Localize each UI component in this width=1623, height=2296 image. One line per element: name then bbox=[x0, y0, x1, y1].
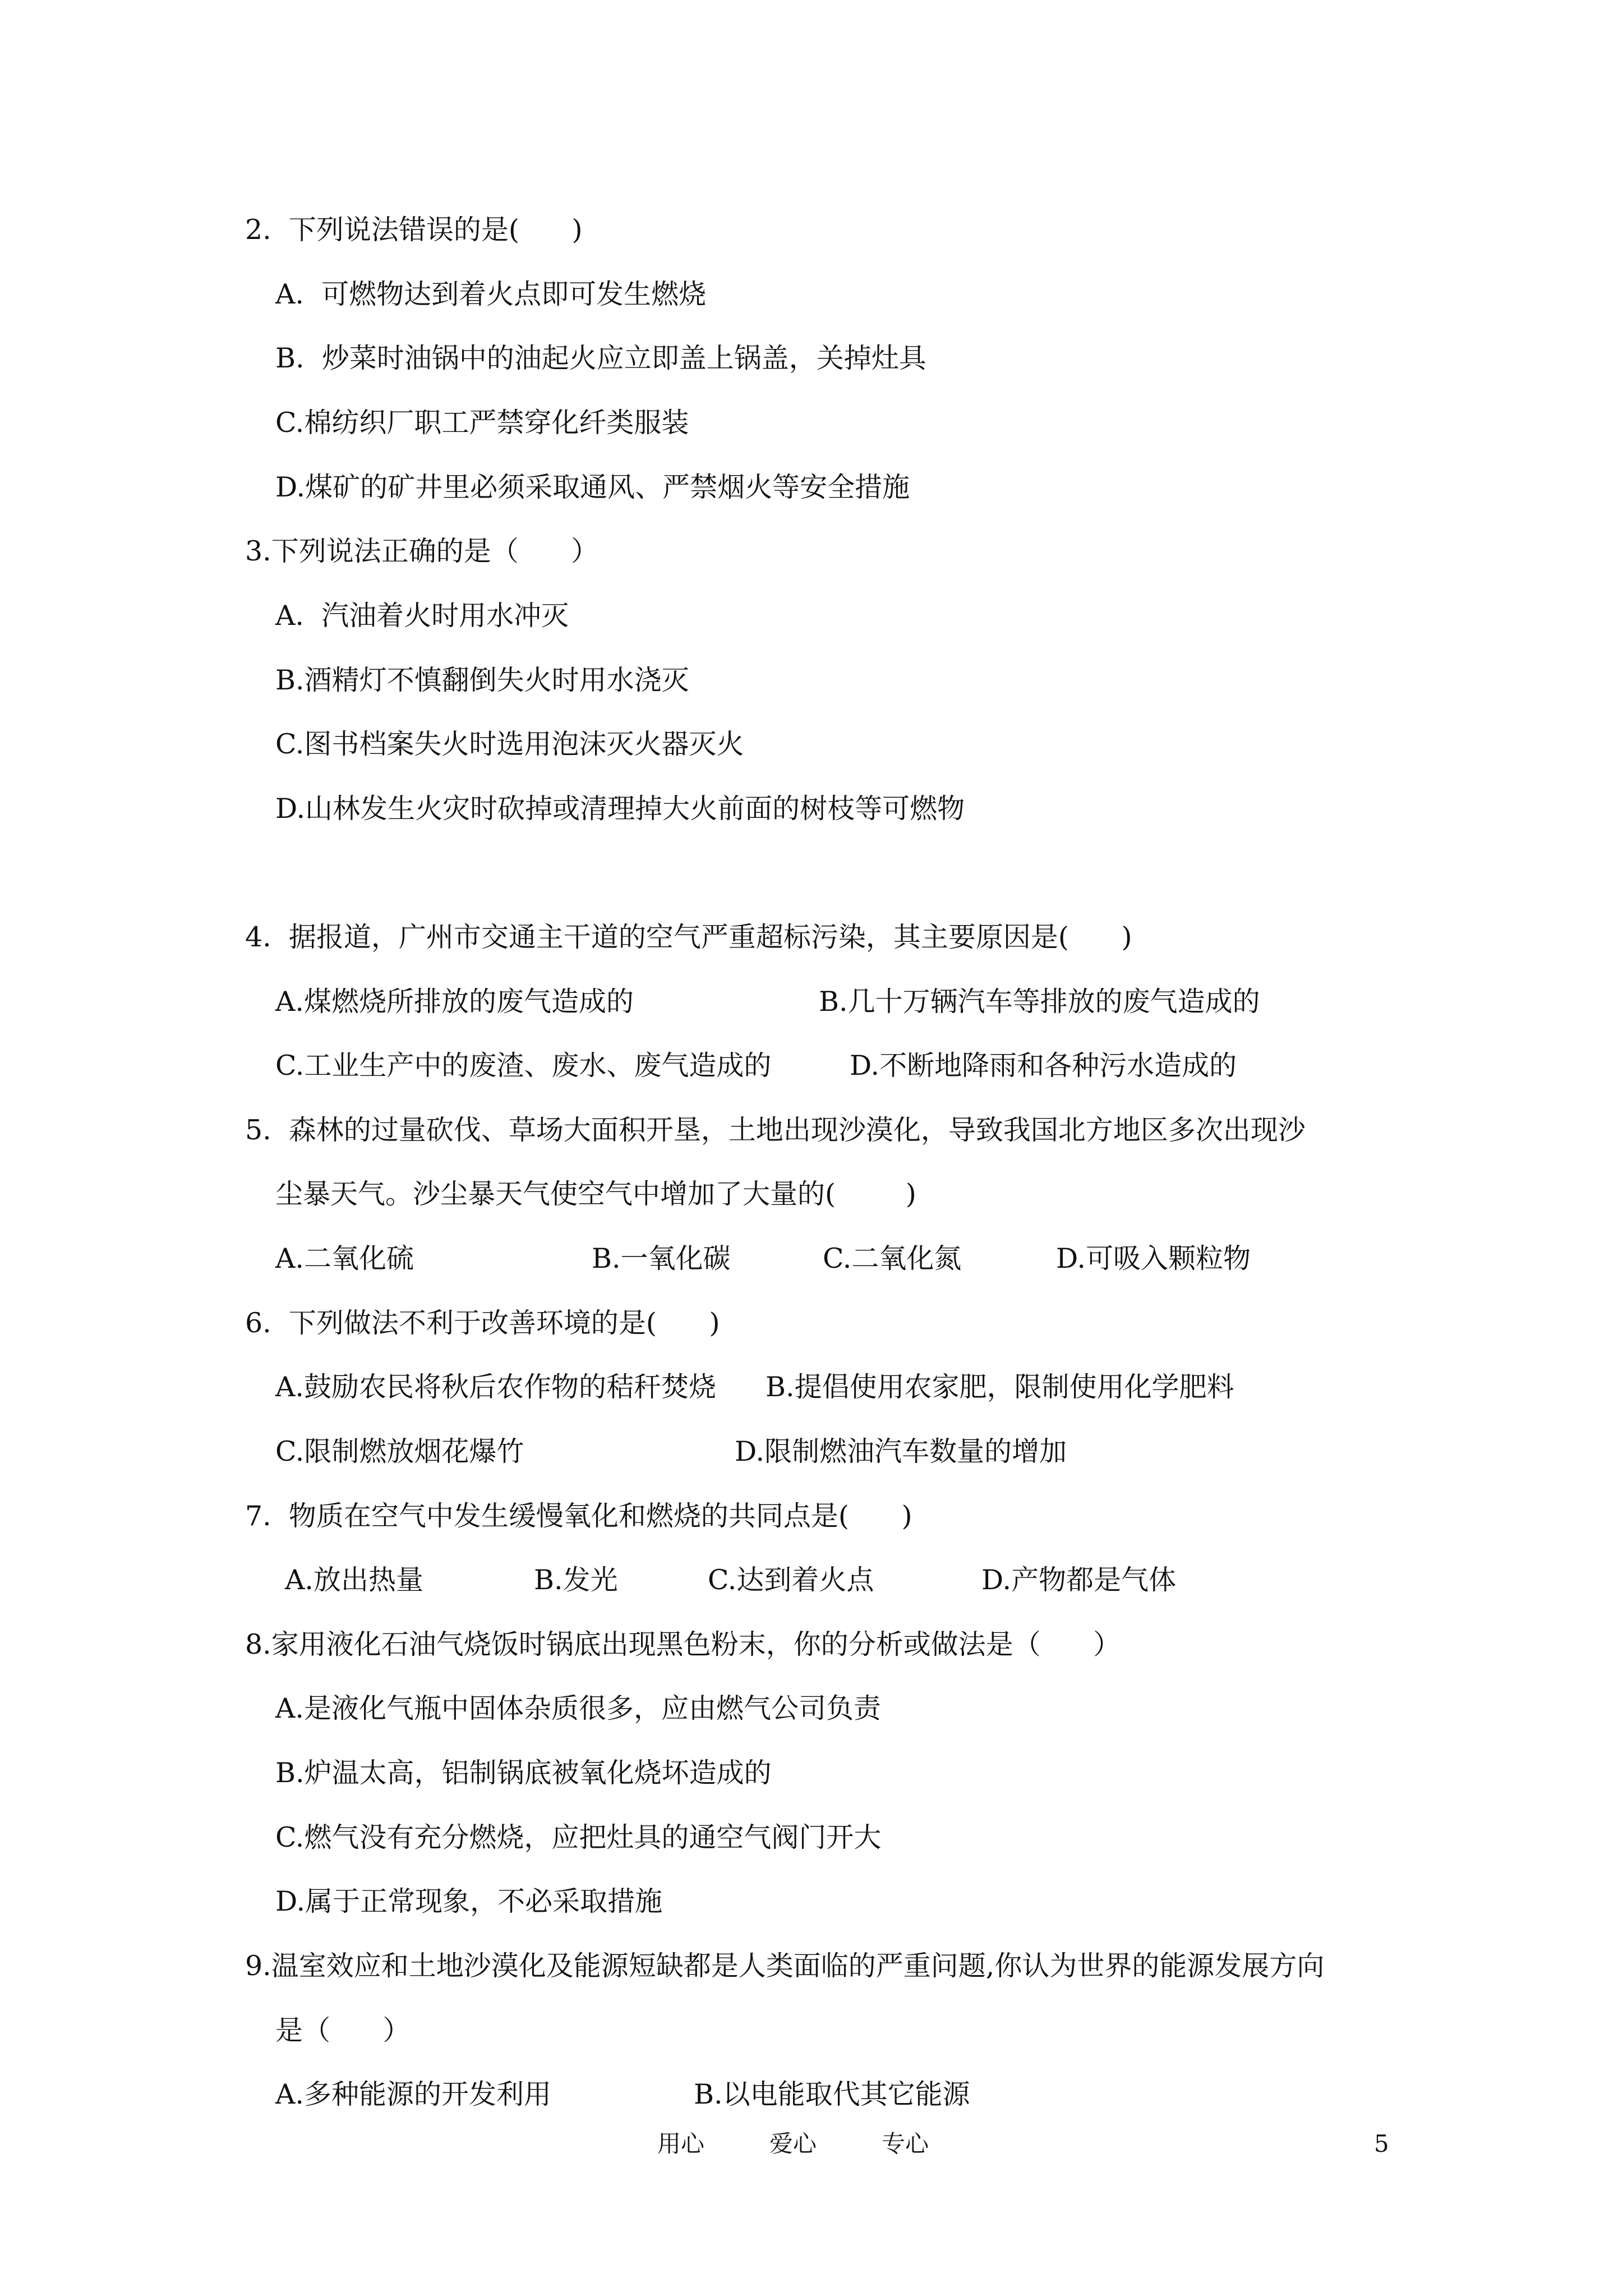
question-9-stem-line2: 是（ ） bbox=[275, 2014, 411, 2046]
question-9-option-a: A.多种能源的开发利用 bbox=[275, 2078, 551, 2110]
question-8-option-c: C.燃气没有充分燃烧，应把灶具的通空气阀门开大 bbox=[275, 1821, 882, 1853]
question-4-option-c: C.工业生产中的废渣、废水、废气造成的 bbox=[275, 1050, 772, 1082]
question-6-stem: 6. 下列做法不利于改善环境的是( ) bbox=[245, 1307, 720, 1339]
question-3-option-c: C.图书档案失火时选用泡沫灭火器灭火 bbox=[275, 728, 744, 760]
question-4-option-a: A.煤燃烧所排放的废气造成的 bbox=[275, 986, 634, 1018]
question-4-option-b: B.几十万辆汽车等排放的废气造成的 bbox=[819, 986, 1260, 1018]
page-number: 5 bbox=[1374, 2130, 1389, 2157]
question-5-option-a: A.二氧化硫 bbox=[275, 1243, 414, 1274]
question-3-option-d: D.山林发生火灾时砍掉或清理掉大火前面的树枝等可燃物 bbox=[275, 793, 965, 825]
question-5-stem-line1: 5. 森林的过量砍伐、草场大面积开垦，土地出现沙漠化，导致我国北方地区多次出现沙 bbox=[245, 1114, 1306, 1146]
question-9-option-b: B.以电能取代其它能源 bbox=[694, 2078, 970, 2110]
question-7-option-b: B.发光 bbox=[534, 1564, 618, 1596]
question-5-option-d: D.可吸入颗粒物 bbox=[1056, 1243, 1251, 1274]
question-7-option-d: D.产物都是气体 bbox=[981, 1564, 1177, 1596]
footer-slogan-aixin: 爱心 bbox=[769, 2130, 817, 2157]
question-8-option-a: A.是液化气瓶中固体杂质很多，应由燃气公司负责 bbox=[275, 1692, 881, 1724]
question-8-option-d: D.属于正常现象，不必采取措施 bbox=[275, 1885, 663, 1917]
footer-slogan-zhuanxin: 专心 bbox=[882, 2130, 929, 2157]
question-2-option-d: D.煤矿的矿井里必须采取通风、严禁烟火等安全措施 bbox=[275, 471, 910, 503]
question-2-option-a: A. 可燃物达到着火点即可发生燃烧 bbox=[275, 278, 707, 310]
question-3-option-b: B.酒精灯不慎翻倒失火时用水浇灭 bbox=[275, 664, 689, 696]
question-3-option-a: A. 汽油着火时用水冲灭 bbox=[275, 600, 569, 632]
question-8-stem: 8.家用液化石油气烧饭时锅底出现黑色粉末，你的分析或做法是（ ） bbox=[245, 1628, 1121, 1660]
question-5-option-b: B.一氧化碳 bbox=[592, 1243, 731, 1274]
question-6-option-c: C.限制燃放烟花爆竹 bbox=[275, 1435, 524, 1467]
question-9-stem-line1: 9.温室效应和土地沙漠化及能源短缺都是人类面临的严重问题,你认为世界的能源发展方向 bbox=[245, 1950, 1325, 1982]
question-2-option-c: C.棉纺织厂职工严禁穿化纤类服装 bbox=[275, 407, 689, 439]
question-6-option-b: B.提倡使用农家肥，限制使用化学肥料 bbox=[766, 1371, 1234, 1403]
question-5-stem-line2: 尘暴天气。沙尘暴天气使空气中增加了大量的( ) bbox=[275, 1178, 916, 1210]
question-2-option-b: B. 炒菜时油锅中的油起火应立即盖上锅盖，关掉灶具 bbox=[275, 342, 926, 374]
question-7-stem: 7. 物质在空气中发生缓慢氧化和燃烧的共同点是( ) bbox=[245, 1500, 912, 1532]
question-3-stem: 3.下列说法正确的是（ ） bbox=[245, 535, 599, 567]
question-2-stem: 2. 下列说法错误的是( ) bbox=[245, 214, 583, 246]
question-5-option-c: C.二氧化氮 bbox=[823, 1243, 962, 1274]
footer-slogan-yongxin: 用心 bbox=[657, 2130, 705, 2157]
question-6-option-d: D.限制燃油汽车数量的增加 bbox=[735, 1435, 1067, 1467]
question-8-option-b: B.炉温太高，铝制锅底被氧化烧坏造成的 bbox=[275, 1757, 772, 1789]
question-7-option-a: A.放出热量 bbox=[285, 1564, 423, 1596]
question-7-option-c: C.达到着火点 bbox=[708, 1564, 874, 1596]
question-4-option-d: D.不断地降雨和各种污水造成的 bbox=[850, 1050, 1237, 1082]
question-6-option-a: A.鼓励农民将秋后农作物的秸秆焚烧 bbox=[275, 1371, 716, 1403]
question-4-stem: 4. 据报道，广州市交通主干道的空气严重超标污染，其主要原因是( ) bbox=[245, 921, 1132, 953]
